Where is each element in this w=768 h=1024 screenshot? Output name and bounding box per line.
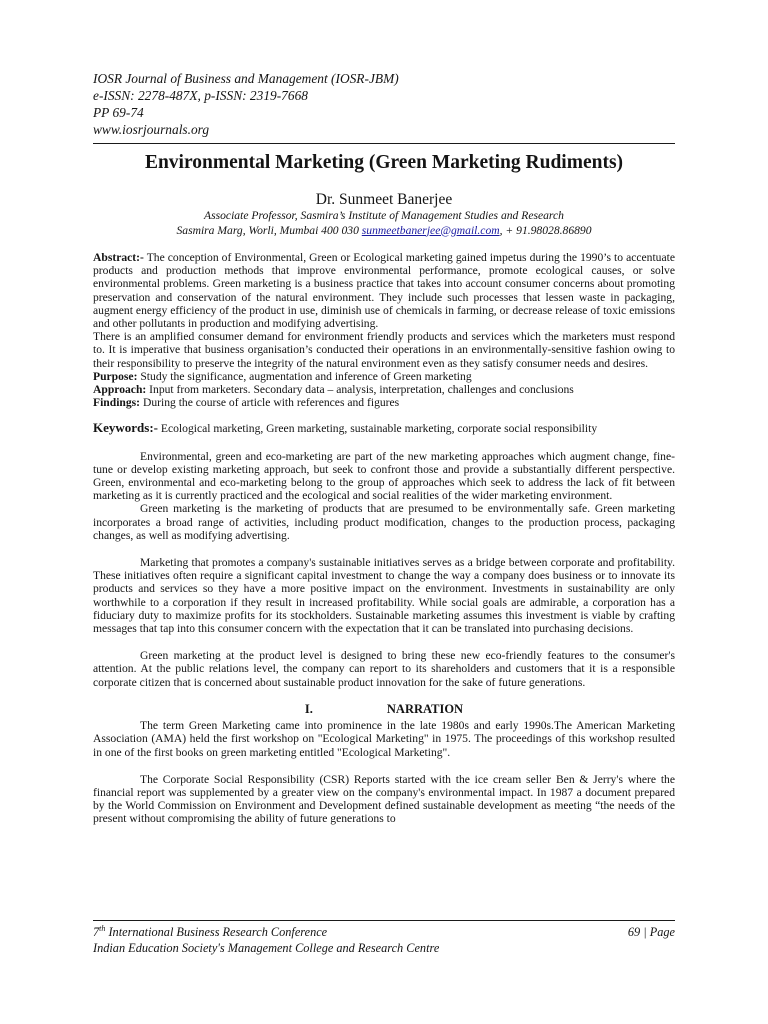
page-number: 69 | Page xyxy=(627,925,675,939)
keywords-label: Keywords:- xyxy=(93,420,158,436)
purpose-line xyxy=(93,370,675,383)
author-name: Dr. Sunmeet Banerjee xyxy=(315,191,453,208)
body-paragraph: Green marketing is the marketing of products that are presumed to be environmentally safe. Green marketing incorporates a broad range of activities, including product modification, changes to the production process, packaging changes, as well as modifying advertising. xyxy=(93,502,675,542)
findings-line xyxy=(93,396,675,409)
approach-label: Approach: xyxy=(93,383,147,397)
abstract-text-1: The conception of Environmental, Green or Ecological marketing gained impetus during the 1990’s to accentuate products and production methods that improve environmental performance, promote ecological causes, or solve environmental problems. Green marketing is a business practice that takes into account consumer concerns about promoting preservation and conservation of the natural environment. They include such processes that lessen waste in packaging, augment energy efficiency of the product in use, diminish use of chemicals in farming, or decrease release of toxic emissions and other pollutants in production and modifying advertising. xyxy=(93,251,675,331)
section-number: I. xyxy=(304,701,313,716)
section-heading xyxy=(93,703,675,716)
narration-paragraph: The Corporate Social Responsibility (CSR) Reports started with the ice cream seller Ben & Jerry's where the financial report was supplemented by a greater view on the company's environmental impact. In 1987 a document prepared by the World Commission on Environment and Development defined sustainable development as meeting “the needs of the present without compromising the ability of future generations to xyxy=(93,772,675,826)
paper-title: Environmental Marketing (Green Marketing Rudiments) xyxy=(144,152,624,173)
body-paragraph: Marketing that promotes a company's sustainable initiatives serves as a bridge between corporate and profitability. These initiatives often require a significant capital investment to change the way a company does business or to innovate its products and services so they have a more positive impact on the environment. Investments in sustainability are only worthwhile to a corporation if they result in increased profitability. While social goals are admirable, a corporation has a fiduciary duty to maximize profits for its stockholders. Sustainable marketing assumes this investment is viable by crafting messages that tap into this consumer concern with the expectation that it can be translated into purchasing decisions. xyxy=(93,556,675,636)
keywords-text: Ecological marketing, Green marketing, sustainable marketing, corporate social responsibility xyxy=(158,422,598,436)
author-affiliation xyxy=(93,209,675,238)
findings-text: During the course of article with references and figures xyxy=(140,396,400,410)
journal-header xyxy=(93,70,399,138)
header-rule xyxy=(93,143,675,144)
address: Sasmira Marg, Worli, Mumbai 400 030 xyxy=(176,223,359,237)
institution-name: Indian Education Society's Management College and Research Centre xyxy=(93,941,440,955)
findings-label: Findings: xyxy=(93,396,141,410)
keywords-line xyxy=(93,421,675,435)
purpose-text: Study the significance, augmentation and inference of Green marketing xyxy=(137,369,472,383)
body-paragraph: Environmental, green and eco-marketing are part of the new marketing approaches which augment change, fine-tune or develop existing marketing approach, but seek to confront those and provide a substantially different perspective. Green, environmental and eco-marketing belong to the group of approaches which seek to address the lack of fit between marketing as it is currently practiced and the ecological and social realities of the wider marketing environment. xyxy=(93,449,675,503)
address-line xyxy=(93,224,675,239)
journal-issn: e-ISSN: 2278-487X, p-ISSN: 2319-7668 xyxy=(93,88,308,103)
narration-paragraph: The term Green Marketing came into prominence in the late 1980s and early 1990s.The American Marketing Association (AMA) held the first workshop on "Ecological Marketing" in 1975. The proceedings of this workshop resulted in one of the first books on green marketing entitled "Ecological Marketing". xyxy=(93,719,675,759)
conference-name xyxy=(93,924,327,940)
abstract-text-2: There is an amplified consumer demand for environment friendly products and services which the marketers must respond to. It is imperative that business organisation’s conducted their operations in an environmentally-sensitive fashion owing to their responsibility to preserve the integrity of the natural environment even as they satisfy consumer needs and desires. xyxy=(93,330,675,370)
approach-text: Input from marketers. Secondary data – analysis, interpretation, challenges and conclusions xyxy=(146,383,574,397)
abstract-label: Abstract:- xyxy=(93,251,144,264)
conference-title: International Business Research Conference xyxy=(105,925,328,939)
journal-website: www.iosrjournals.org xyxy=(93,122,210,137)
body-paragraph: Green marketing at the product level is designed to bring these new eco-friendly features to the consumer's attention. At the public relations level, the company can report to its shareholders and customers that it is a responsible corporate citizen that is concerned about sustainable product innovation for the sake of future generations. xyxy=(93,649,675,689)
affiliation-line: Associate Professor, Sasmira’s Institute of Management Studies and Research xyxy=(204,209,564,222)
conference-number: 7 xyxy=(93,925,100,939)
paper-body xyxy=(93,251,675,826)
purpose-label: Purpose: xyxy=(93,369,138,383)
page-range: PP 69-74 xyxy=(93,105,144,120)
email-link[interactable]: sunmeetbanerjee@gmail.com xyxy=(361,223,500,237)
conference-ordinal: th xyxy=(99,923,106,933)
footer-rule xyxy=(93,920,675,921)
section-title: NARRATION xyxy=(386,701,464,716)
page-footer xyxy=(93,924,675,956)
journal-name: IOSR Journal of Business and Management (IOSR-JBM) xyxy=(93,71,399,86)
phone: , + 91.98028.86890 xyxy=(499,223,592,237)
abstract-paragraph xyxy=(93,251,675,330)
approach-line xyxy=(93,383,675,396)
footer-row xyxy=(93,924,675,940)
